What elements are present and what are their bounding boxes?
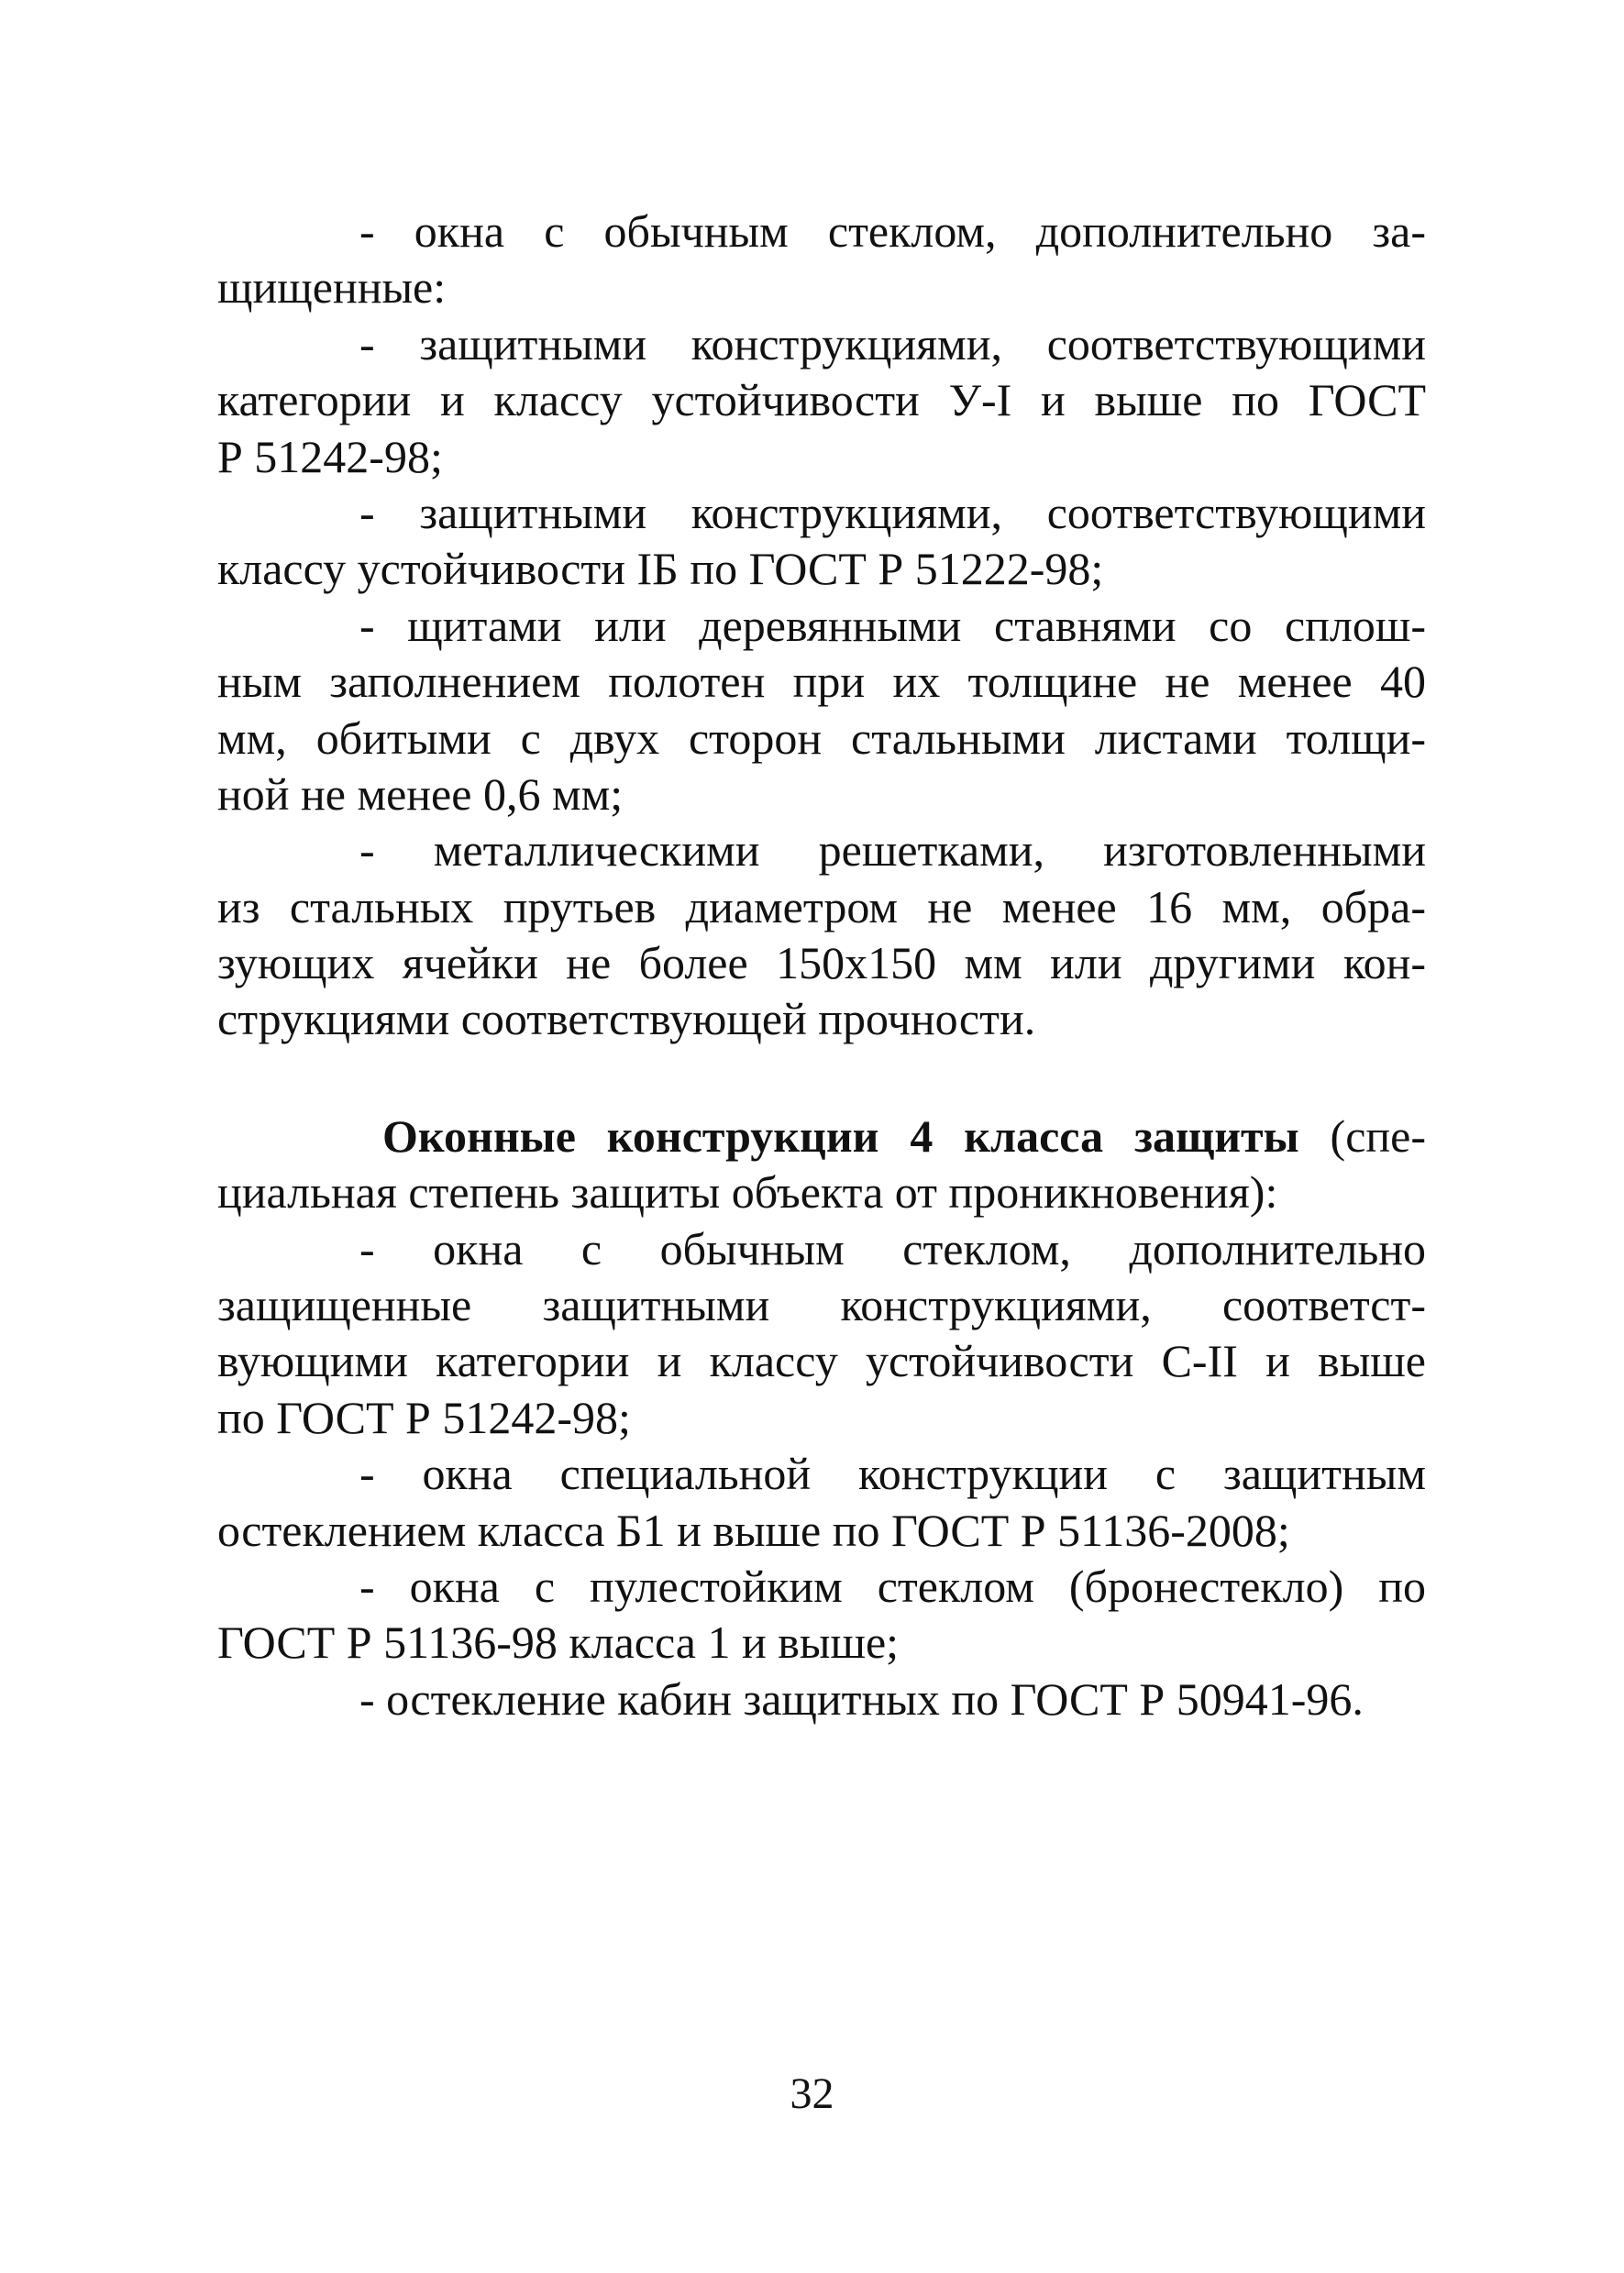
text-line: - щитами или деревянными ставнями со сплош- [359, 599, 1426, 651]
text-line: - окна с обычным стеклом, дополнительно за- [359, 205, 1426, 257]
document-body [217, 204, 1426, 1727]
text-line: - окна специальной конструкции с защитным [359, 1448, 1426, 1500]
section-spacer [217, 1048, 1426, 1109]
text-line: - окна с пулестойким стеклом (бронестекло) по [359, 1560, 1426, 1612]
text-line: циальная степень защиты объекта от проникновения): [217, 1166, 1278, 1219]
text-line: мм, обитыми с двух сторон стальными листами толщи- [217, 712, 1426, 764]
text-line: щищенные: [217, 261, 447, 314]
text-line: ным заполнением полотен при их толщине не менее 40 [217, 656, 1426, 708]
text-line: - металлическими решетками, изготовленными [359, 824, 1426, 877]
text-line: зующих ячейки не более 150х150 мм или другими кон- [217, 937, 1426, 989]
section-heading-line [217, 1109, 1426, 1164]
text-line: - остекление кабин защитных по ГОСТ Р 50941-96. [359, 1672, 1364, 1725]
page-number: 32 [790, 2069, 834, 2118]
text-line: защищенные защитными конструкциями, соответст- [217, 1279, 1426, 1331]
text-line: по ГОСТ Р 51242-98; [217, 1391, 631, 1443]
text-line: - окна с обычным стеклом, дополнительно [359, 1222, 1426, 1274]
text-line: ной не менее 0,6 мм; [217, 767, 624, 820]
paragraph-block-window-protection-class4 [217, 1164, 1426, 1727]
text-line: вующими категории и классу устойчивости С-II и выше [217, 1335, 1426, 1387]
text-line: остеклением класса Б1 и выше по ГОСТ Р 51136-2008; [217, 1504, 1290, 1556]
text-line: из стальных прутьев диаметром не менее 16 мм, обра- [217, 880, 1426, 932]
text-line: - защитными конструкциями, соответствующими [359, 486, 1426, 538]
text-line: - защитными конструкциями, соответствующими [359, 317, 1426, 370]
text-line: классу устойчивости IБ по ГОСТ Р 51222-98; [217, 543, 1104, 595]
text-line: ГОСТ Р 51136-98 класса 1 и выше; [217, 1616, 900, 1669]
section-heading-continuation: (спе- [1298, 1109, 1426, 1162]
text-line: струкциями соответствующей прочности. [217, 993, 1036, 1045]
paragraph-block-window-protection-class3 [217, 204, 1426, 1048]
text-line: категории и классу устойчивости У-I и выше по ГОСТ [217, 374, 1426, 426]
text-line: Р 51242-98; [217, 430, 443, 482]
section-heading: Оконные конструкции 4 класса защиты [382, 1109, 1299, 1162]
